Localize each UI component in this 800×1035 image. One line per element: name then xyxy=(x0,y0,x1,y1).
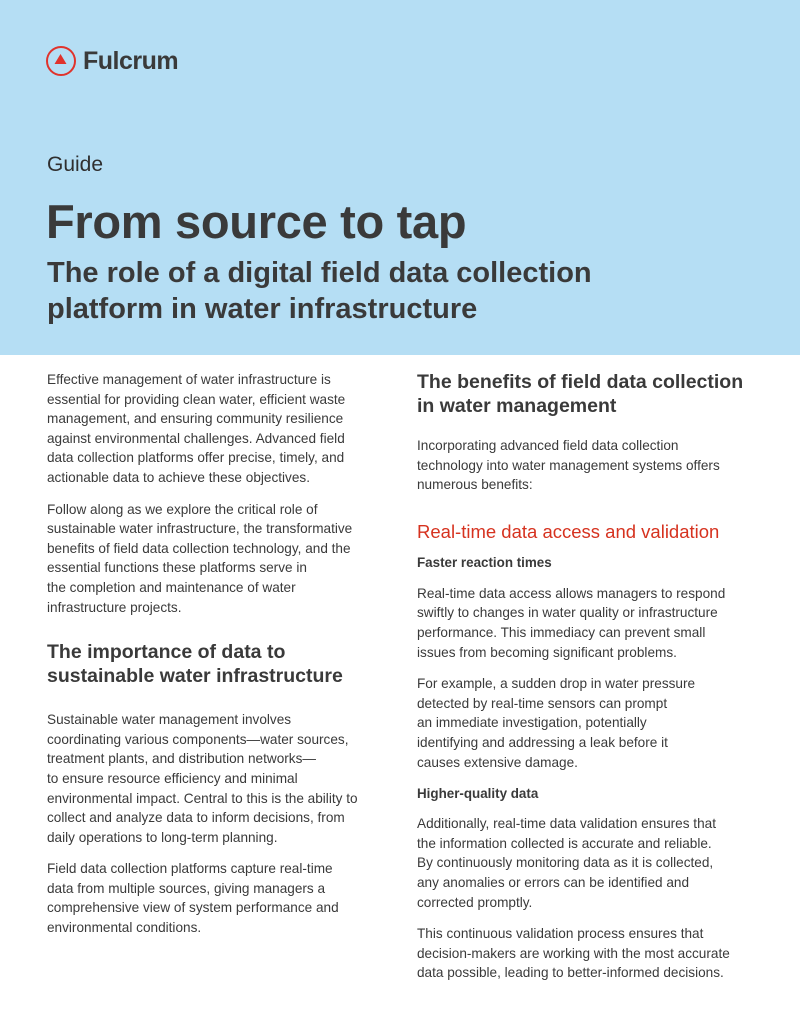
body-paragraph: For example, a sudden drop in water pressure detected by real-time sensors can prompt an immediate investigation, potentially identifying and addressing a leak before it causes extensive damage. xyxy=(417,676,696,770)
section-heading: The importance of data to sustainable water infrastructure xyxy=(47,641,343,688)
sub-heading: Higher-quality data xyxy=(417,786,539,802)
right-column xyxy=(417,370,765,995)
brand-logo xyxy=(46,46,178,76)
body-paragraph: Incorporating advanced field data collection technology into water management systems offers numerous benefits: xyxy=(417,438,720,493)
body-paragraph: Additionally, real-time data validation ensures that the information collected is accurate and reliable. By continuously monitoring data as it is collected, any anomalies or errors can be identified and corrected promptly. xyxy=(417,816,716,910)
subsection-title: Real-time data access and validation xyxy=(417,520,720,542)
page-subtitle xyxy=(47,255,747,327)
document-type-label: Guide xyxy=(47,153,104,176)
body-paragraph: This continuous validation process ensures that decision-makers are working with the most accurate data possible, leading to better-informed decisions. xyxy=(417,926,730,981)
fulcrum-triangle-icon xyxy=(46,46,76,76)
brand-name: Fulcrum xyxy=(83,46,179,75)
body-paragraph: Sustainable water management involves coordinating various components—water sources, treatment plants, and distribution networks— to ensure resource efficiency and minimal environmental impact. Central to this is the ability to collect and analyze data to inform decisions, from daily operations to long-term planning. xyxy=(47,712,358,845)
body-paragraph: Real-time data access allows managers to respond swiftly to changes in water quality or infrastructure performance. This immediacy can prevent small issues from becoming significant problems. xyxy=(417,585,726,660)
sub-heading: Faster reaction times xyxy=(417,554,552,570)
intro-paragraph: Effective management of water infrastructure is essential for providing clean water, efficient waste management, and ensuring community resilience against environmental challenges. Advanced field data collection platforms offer precise, timely, and actionable data to achieve these objectives. xyxy=(47,372,346,485)
section-heading: The benefits of field data collection in water management xyxy=(417,371,744,417)
subtitle-line: The role of a digital field data collection xyxy=(47,257,592,289)
intro-paragraph: Follow along as we explore the critical role of sustainable water infrastructure, the transformative benefits of field data collection technology, and the essential functions these platforms serve in the completion and maintenance of water infrastructure projects. xyxy=(47,501,353,615)
left-column xyxy=(47,370,379,950)
subtitle-line: platform in water infrastructure xyxy=(47,293,478,325)
page-title: From source to tap xyxy=(46,195,467,248)
hero-banner xyxy=(0,0,800,355)
body-paragraph: Field data collection platforms capture real-time data from multiple sources, giving managers a comprehensive view of system performance and environmental conditions. xyxy=(47,861,339,936)
